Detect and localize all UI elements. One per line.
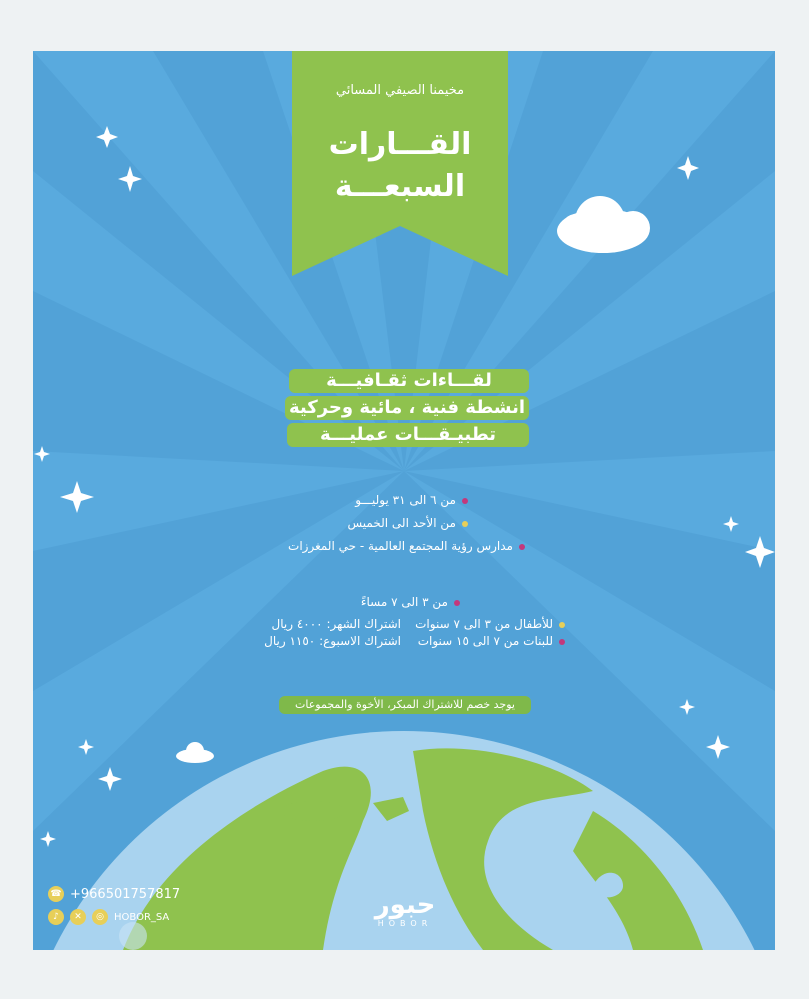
x-icon[interactable]: ✕ <box>70 909 86 925</box>
bullet-dot <box>454 600 460 606</box>
hobor-logo <box>355 891 455 928</box>
social-handles[interactable] <box>48 909 169 925</box>
title-line-1: القـــارات <box>328 127 472 162</box>
highlight-pill-1: لقـــاءات ثقـافيـــة <box>289 369 529 393</box>
bullet-dot <box>462 498 468 504</box>
girls-line: للبنات من ٧ الى ١٥ سنوات <box>418 634 565 648</box>
whatsapp-icon: ☎ <box>48 886 64 902</box>
highlight-pill-3: تطبيـقـــات عمليـــة <box>287 423 529 447</box>
logo-latin: HOBOR <box>377 919 433 928</box>
logo-arabic: حبور <box>374 890 436 920</box>
title-line-2: السبعـــة <box>334 169 466 204</box>
poster <box>33 51 775 950</box>
bullet-dot <box>519 544 525 550</box>
instagram-icon[interactable]: ◎ <box>92 909 108 925</box>
location-line: مدارس رؤية المجتمع العالمية - حي المغرزات <box>288 539 525 553</box>
phone-number: +966501757817 <box>70 886 181 902</box>
days-line: من الأحد الى الخميس <box>348 516 469 530</box>
kids-line: للأطفال من ٣ الى ٧ سنوات <box>415 617 565 631</box>
bullet-dot <box>559 622 565 628</box>
time-line: من ٣ الى ٧ مساءً <box>361 595 460 609</box>
discount-banner: يوجد خصم للاشتراك المبكر، الأخوة والمجموعات <box>279 696 531 714</box>
camp-subtitle: مخيمنا الصيفي المسائي <box>335 83 465 98</box>
tiktok-icon[interactable]: ♪ <box>48 909 64 925</box>
phone-contact[interactable] <box>48 886 180 902</box>
bullet-dot <box>559 639 565 645</box>
social-handle: HOBOR_SA <box>114 911 170 923</box>
dates-line: من ٦ الى ٣١ يوليـــو <box>355 493 468 507</box>
highlight-pill-2: انشطة فنية ، مائية وحركية <box>285 396 529 420</box>
bullet-dot <box>462 521 468 527</box>
kids-price: اشتراك الشهر: ٤٠٠٠ ريال <box>271 617 401 631</box>
girls-price: اشتراك الاسبوع: ١١٥٠ ريال <box>264 634 401 648</box>
